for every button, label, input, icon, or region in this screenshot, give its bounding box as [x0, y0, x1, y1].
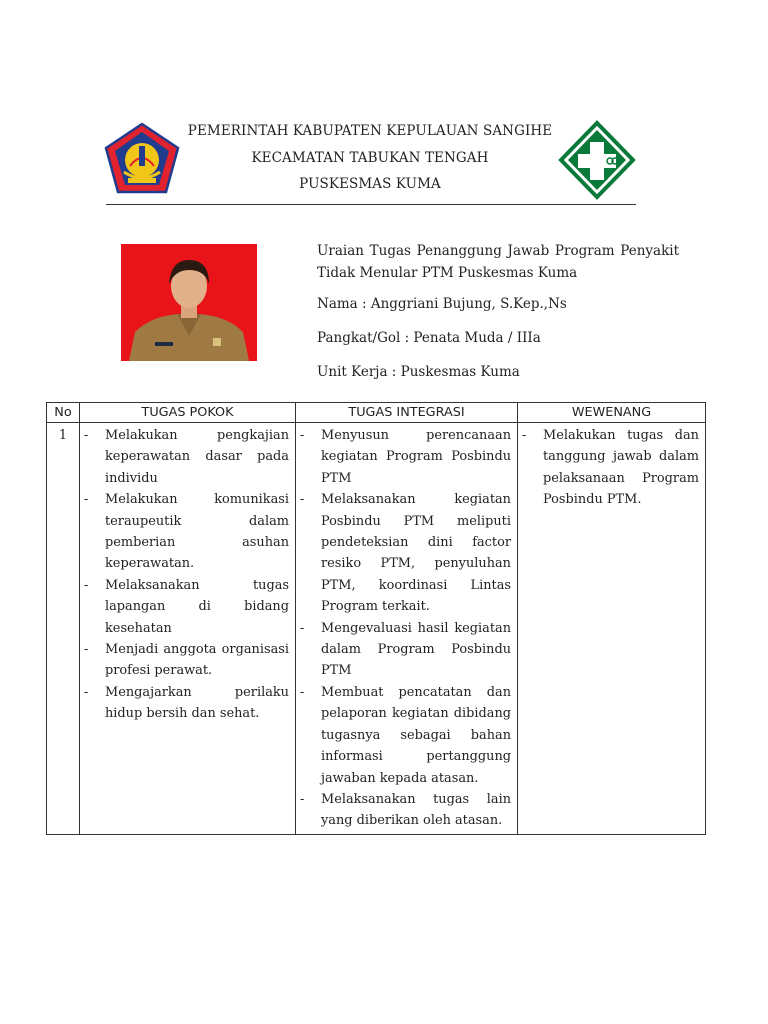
document-title: Uraian Tugas Penanggung Jawab Program Penyakit Tidak Menular PTM Puskesmas Kuma [317, 243, 679, 281]
cell-tugas-pokok [80, 423, 296, 835]
table-row [47, 423, 706, 835]
name-field: Nama : Anggriani Bujung, S.Kep.,Ns [317, 296, 567, 312]
list-item: - Melaksanakan kegiatan Posbindu PTM meliputi pendeteksian dini factor resiko PTM, penyuluhan PTM, koordinasi Lintas Program terkait. [300, 489, 511, 617]
list-item: - Mengevaluasi hasil kegiatan dalam Program Posbindu PTM [300, 618, 511, 682]
staff-photo [121, 244, 257, 361]
table-header-row [47, 403, 706, 423]
header-government: PEMERINTAH KABUPATEN KEPULAUAN SANGIHE [187, 123, 553, 139]
header-divider [106, 204, 636, 205]
list-item: - Membuat pencatatan dan pelaporan kegiatan dibidang tugasnya sebagai bahan informasi pertanggung jawaban kepada atasan. [300, 682, 511, 789]
row-number: 1 [47, 423, 80, 835]
cell-tugas-integrasi [296, 423, 518, 835]
list-item: - Melaksanakan tugas lain yang diberikan oleh atasan. [300, 789, 511, 832]
header-district: KECAMATAN TABUKAN TENGAH [251, 149, 489, 166]
kabupaten-emblem-icon [104, 122, 180, 194]
cell-wewenang [518, 423, 706, 835]
header-tugas-integrasi: TUGAS INTEGRASI [296, 403, 518, 423]
header-wewenang: WEWENANG [518, 403, 706, 423]
header-no: No [47, 403, 80, 423]
list-item: - Melakukan tugas dan tanggung jawab dalam pelaksanaan Program Posbindu PTM. [522, 425, 699, 511]
header-institution: PUSKESMAS KUMA [299, 176, 441, 192]
person-portrait-icon [121, 244, 257, 361]
unit-field: Unit Kerja : Puskesmas Kuma [317, 364, 520, 380]
list-item: - Melakukan pengkajian keperawatan dasar pada individu [84, 425, 289, 489]
list-item: - Melakukan komunikasi teraupeutik dalam pemberian asuhan keperawatan. [84, 489, 289, 575]
job-info [317, 240, 679, 395]
header-tugas-pokok: TUGAS POKOK [80, 403, 296, 423]
list-item: - Melaksanakan tugas lapangan di bidang kesehatan [84, 575, 289, 639]
list-item: - Menjadi anggota organisasi profesi perawat. [84, 639, 289, 682]
duties-table [46, 402, 706, 835]
puskesmas-logo-icon [558, 120, 636, 202]
list-item: - Mengajarkan perilaku hidup bersih dan sehat. [84, 682, 289, 725]
letterhead [170, 118, 570, 198]
list-item: - Menyusun perencanaan kegiatan Program Posbindu PTM [300, 425, 511, 489]
rank-field: Pangkat/Gol : Penata Muda / IIIa [317, 330, 541, 346]
